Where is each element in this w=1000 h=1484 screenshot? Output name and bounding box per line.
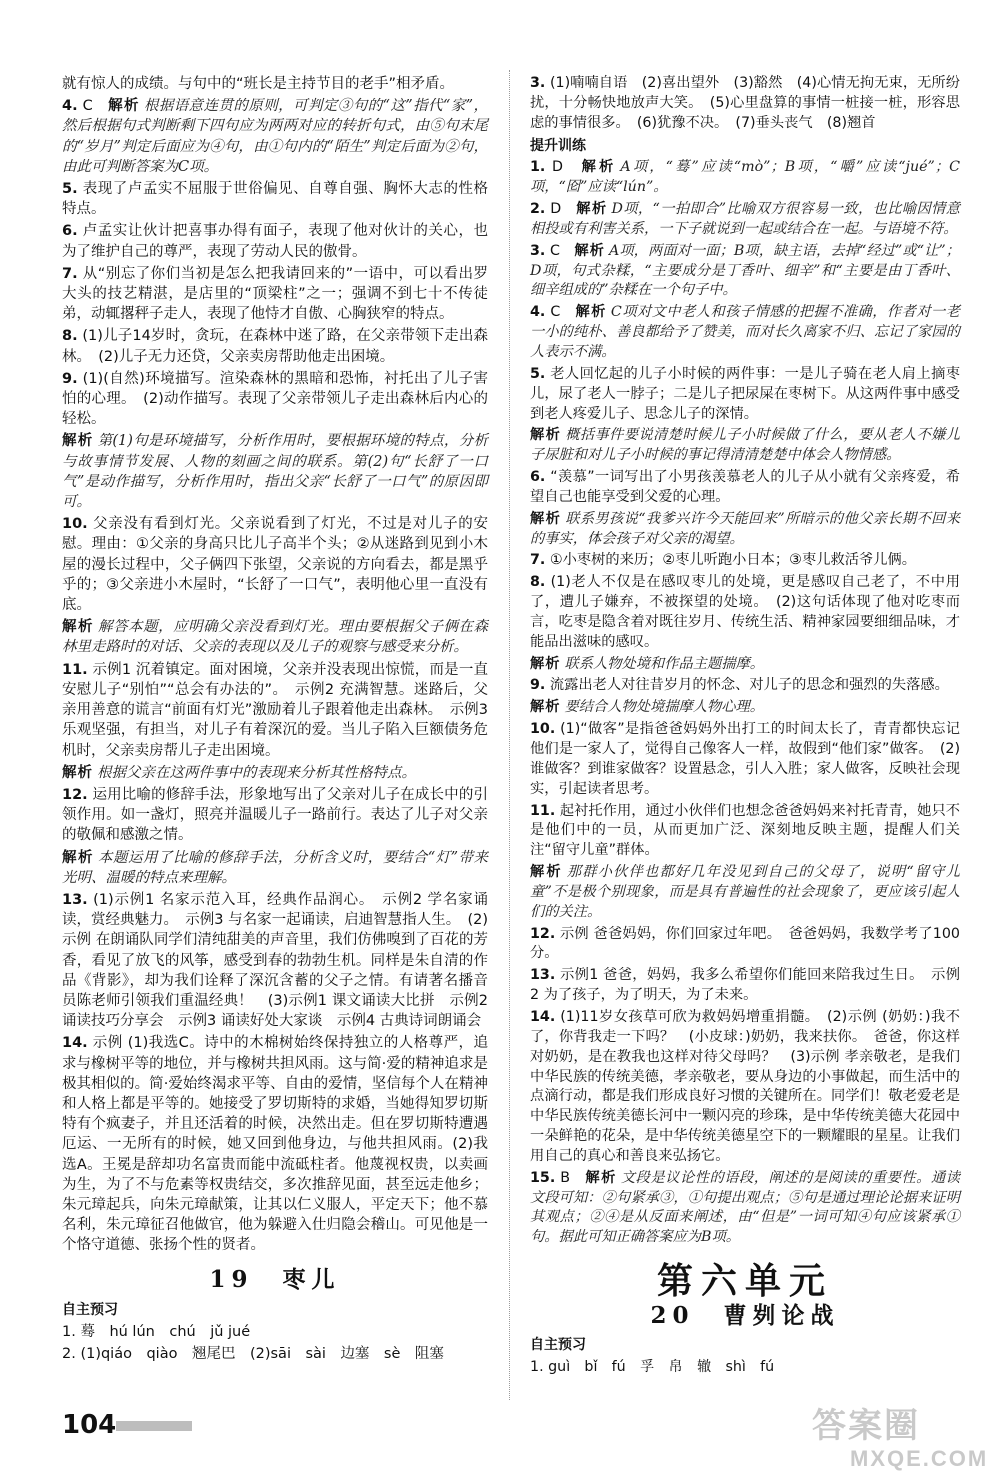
answer-number: 9. bbox=[530, 677, 546, 694]
answer-text: “羡慕”一词写出了小男孩羡慕老人的儿子从小就有父亲疼爱，希望自己也能享受到父爱的心理。 bbox=[530, 469, 960, 505]
answer-text: (1)喃喃自语 (2)喜出望外 (3)豁然 (4)心情无拘无束，无所纷扰，十分畅快地放声大笑。 (5)心里盘算的事情一桩接一桩，形容思虑的事情很多。 (6)犹豫不决。 (7)垂头丧气 (8)翘首 bbox=[530, 75, 960, 131]
analysis-label: 解析 bbox=[530, 699, 561, 716]
answer-item bbox=[530, 573, 960, 652]
answer-number: 13. bbox=[530, 967, 556, 984]
preview-item: 2. (1)qiáo qiào 翘尾巴 (2)sāi sài 边塞 sè 阻塞 bbox=[62, 1346, 444, 1363]
answer-number: 3. bbox=[530, 242, 546, 259]
answer-text: (1)(自然)环境描写。渲染森林的黑暗和恐怖，衬托出了儿子害怕的心理。 (2)动作描写。表现了父亲带领儿子走出森林后内心的轻松。 bbox=[62, 370, 489, 428]
answer-item bbox=[62, 617, 488, 657]
answer-text: 老人回忆起的儿子小时候的两件事：一是儿子骑在老人肩上摘枣儿，尿了老人一脖子；二是儿子把尿屎在枣树下。从这两件事中感受到老人疼爱儿子、思念儿子的深情。 bbox=[530, 365, 960, 422]
answer-item bbox=[530, 863, 960, 923]
answer-number: 9. bbox=[62, 370, 78, 387]
answer-text: B bbox=[560, 1169, 571, 1186]
analysis-text: 联系人物处境和作品主题揣摩。 bbox=[564, 655, 765, 672]
answer-text: 示例 (1)我选C。诗中的木棉树始终保持独立的人格尊严，追求与橡树平等的地位，并与橡树共担风雨。这与简·爱的精神追求是极其相似的。简·爱始终渴求平等、自由的爱情，坚信每个人在精神和人格上都是平等的。她接受了罗切斯特的求婚，当她得知罗切斯特有个疯妻子，并且还活着的时候，决然出走。但在罗切斯特遭遇厄运、一无所有的时候，她又回到他身边，与他共担风雨。(2)我选A。王冕是辞却功名富贵而能中流砥柱者。他蔑视权贵，以卖画为生，为了不与危素等权贵结交，多次推辞见面，甚至远走他乡；朱元璋起兵，向朱元璋献策，让其以仁义服人，平定天下；他不慕名利，朱元璋征召他做官，他为躲避入仕归隐会稽山。可见他是一个恪守道德、张扬个性的贤者。 bbox=[62, 1035, 488, 1254]
answer-number: 12. bbox=[62, 786, 88, 803]
answer-item bbox=[530, 966, 960, 1006]
answer-item bbox=[530, 242, 960, 302]
answer-item bbox=[62, 890, 488, 1031]
answer-item bbox=[530, 74, 960, 134]
answer-number: 13. bbox=[62, 891, 88, 908]
answer-number: 4. bbox=[530, 304, 546, 321]
answer-text: C bbox=[549, 242, 560, 259]
answer-number: 14. bbox=[530, 1008, 556, 1025]
answer-item bbox=[62, 660, 488, 761]
answer-text: C bbox=[550, 304, 561, 321]
lesson-title: 19 枣儿 bbox=[209, 1265, 341, 1293]
answer-text: 流露出老人对往昔岁月的怀念、对儿子的思念和强烈的失落感。 bbox=[549, 677, 942, 694]
answer-text: (1)儿子14岁时，贪玩，在森林中迷了路，在父亲带领下走出森林。 (2)儿子无力还贷，父亲卖房帮助他走出困境。 bbox=[62, 328, 489, 365]
answer-text: 父亲没有看到灯光。父亲说看到了灯光，不过是对儿子的安慰。理由：①父亲的身高只比儿子高半个头；②从迷路到见到小木屋的漫长过程中，父子俩四下张望，父亲说的方向看去，都是黑乎乎的；③父亲进小木屋时，“长舒了一口气”，表明他心里一直没有底。 bbox=[62, 516, 489, 614]
answer-number: 5. bbox=[62, 181, 78, 198]
analysis-text: A项，“蓦”应读“mò”；B项，“嚼”应读“jué”；C项，“囵”应读“lún”。 bbox=[530, 159, 960, 196]
analysis-label: 解析 bbox=[62, 764, 93, 781]
answer-item bbox=[62, 326, 488, 366]
answer-item bbox=[62, 74, 488, 94]
answer-number: 15. bbox=[530, 1169, 556, 1186]
section-label: 自主预习 bbox=[530, 1336, 586, 1353]
answer-text: 运用比喻的修辞手法，形象地写出了父亲对儿子在成长中的引领作用。如一盏灯，照亮并温暖儿子一路前行。表达了儿子对父亲的敬佩和感激之情。 bbox=[62, 786, 488, 844]
watermark bbox=[812, 1398, 992, 1480]
answer-item bbox=[62, 431, 488, 512]
answer-item bbox=[530, 303, 960, 363]
answer-item bbox=[530, 1008, 960, 1167]
answer-number: 7. bbox=[62, 265, 78, 282]
answer-number: 8. bbox=[62, 328, 78, 345]
right-column bbox=[530, 74, 960, 1379]
analysis-label: 解析 bbox=[585, 1169, 617, 1186]
analysis-text: 本题运用了比喻的修辞手法，分析含义时，要结合“灯”带来光明、温暖的特点来理解。 bbox=[62, 849, 489, 886]
answer-item bbox=[62, 221, 488, 261]
answer-number: 10. bbox=[62, 516, 88, 533]
section-label: 提升训练 bbox=[530, 137, 586, 154]
answer-item bbox=[62, 785, 488, 846]
answer-item bbox=[530, 468, 960, 508]
answer-text: ①小枣树的来历；②枣儿听跑小日本；③枣儿救活爷儿俩。 bbox=[549, 552, 909, 569]
answer-number: 14. bbox=[62, 1035, 88, 1052]
answer-text: D bbox=[552, 159, 564, 176]
watermark-text: MXQE.COM bbox=[850, 1446, 989, 1471]
preview-item: 1. guì bǐ fú 孚 帛 辙 shì fú bbox=[530, 1358, 775, 1375]
answer-item bbox=[62, 96, 488, 177]
analysis-label: 解析 bbox=[530, 864, 563, 881]
answer-text: 从“别忘了你们当初是怎么把我请回来的”一语中，可以看出罗大头的技艺精湛，是店里的“顶梁柱”之一；强调不到七十不传徒弟，动辄撂秤子走人，表现了他恃才自傲、心胸狭窄的特点。 bbox=[62, 265, 488, 323]
answer-item bbox=[530, 676, 960, 696]
analysis-text: C项对文中老人和孩子情感的把握不准确，作者对一老一小的纯朴、善良都给予了赞美，而对长久离家不归、忘记了家园的人表示不满。 bbox=[530, 304, 961, 360]
unit-title: 第六单元 bbox=[656, 1260, 833, 1303]
answer-text: 示例1 爸爸，妈妈，我多么希望你们能回来陪我过生日。 示例2 为了孩子，为了明天，为了未来。 bbox=[530, 967, 960, 1004]
analysis-label: 解析 bbox=[574, 242, 605, 259]
page-number: 104 bbox=[62, 1410, 117, 1440]
analysis-label: 解析 bbox=[576, 201, 608, 218]
answer-number: 2. bbox=[530, 201, 546, 218]
answer-item bbox=[530, 655, 960, 675]
answer-number: 12. bbox=[530, 925, 556, 942]
left-column bbox=[62, 74, 488, 1366]
analysis-text: 文段是议论性的语段，阐述的是阅读的重要性。通读文段可知：②句紧承③，①句提出观点；⑤句是通过理论论据来证明其观点；②④是从反面来阐述，由“但是”一词可知④句应该紧承①句。据此可知正确答案应为B项。 bbox=[530, 1169, 960, 1246]
analysis-text: 解答本题，应明确父亲没看到灯光。理由要根据父子俩在森林里走路时的对话、父亲的表现以及儿子的观察与感受来分析。 bbox=[62, 619, 489, 656]
column-divider bbox=[509, 70, 510, 1400]
analysis-text: 要结合人物处境揣摩人物心理。 bbox=[564, 699, 765, 716]
analysis-text: D项，“一拍即合”比喻双方很容易一致，也比喻因情意相投或有利害关系，一下子就说到一起或结合在一起。与语境不符。 bbox=[530, 201, 960, 237]
answer-item bbox=[530, 200, 960, 240]
answer-item bbox=[62, 514, 488, 615]
analysis-label: 解析 bbox=[581, 159, 617, 176]
lesson-title: 20 曹刿论战 bbox=[650, 1301, 840, 1329]
answer-text: 示例1 沉着镇定。面对困境，父亲并没表现出惊慌，而是一直安慰儿子“别怕”“总会有办法的”。 示例2 充满智慧。迷路后，父亲用善意的谎言“前面有灯光”激励着儿子跟着他走出森林。 示例3 乐观坚强，有担当，对儿子有着深沉的爱。当儿子陷入巨额债务危机时，父亲卖房帮儿子走出困境。 bbox=[62, 661, 488, 759]
answer-item bbox=[62, 763, 488, 783]
answer-number: 11. bbox=[62, 661, 88, 678]
answer-text: 示例 爸爸妈妈，你们回家过年吧。 爸爸妈妈，我数学考了100分。 bbox=[530, 925, 961, 962]
answer-text: (1)“做客”是指爸爸妈妈外出打工的时间太长了，青青都快忘记他们是一家人了，觉得自己像客人一样，故假到“他们家”做客。 (2)谁做客？到谁家做客？设置悬念，引人入胜；家人做客，反映社会现实，引起读者思考。 bbox=[530, 721, 961, 797]
answer-item bbox=[530, 802, 960, 862]
answer-text: 卢孟实让伙计把喜事办得有面子，表现了他对伙计的关心，也为了维护自己的尊严，表现了劳动人民的傲骨。 bbox=[62, 223, 488, 260]
section-label: 自主预习 bbox=[62, 1301, 118, 1318]
answer-item bbox=[530, 365, 960, 425]
answer-text: 就有惊人的成绩。与句中的“班长是主持节目的老手”相矛盾。 bbox=[62, 76, 447, 92]
analysis-text: 根据父亲在这两件事中的表现来分析其性格特点。 bbox=[97, 764, 416, 781]
analysis-text: 根据语意连贯的原则，可判定③句的“这”指代“家”，然后根据句式判断剩下四句应为两两对应的转折句式，由⑤句末尾的“岁月”判定后面应为④句，由①句内的“陌生”判定后面为②句，由此可判断答案为C项。 bbox=[62, 98, 489, 175]
answer-text: (1)老人不仅是在感叹枣儿的处境，更是感叹自己老了，不中用了，遭儿子嫌弃，不被探望的处境。 (2)这句话体现了他对吃枣而言，吃枣是隐含着对既往岁月、传统生活、精神家园要细细品味，才能品出滋味的感叹。 bbox=[530, 574, 960, 650]
preview-item: 1. 蓦 hú lún chú jǔ jué bbox=[62, 1323, 251, 1340]
analysis-text: 第(1)句是环境描写，分析作用时，要根据环境的特点，分析与故事情节发展、人物的刻画之间的联系。第(2)句“长舒了一口气”是动作描写，分析作用时，指出父亲“长舒了一口气”的原因即可。 bbox=[62, 433, 488, 511]
answer-number: 7. bbox=[530, 552, 546, 569]
watermark-logo: 答案圈 bbox=[812, 1406, 920, 1446]
analysis-label: 解析 bbox=[108, 98, 140, 115]
answer-number: 6. bbox=[530, 469, 546, 486]
answer-item bbox=[530, 698, 960, 718]
answer-item bbox=[530, 551, 960, 571]
answer-item bbox=[530, 925, 960, 965]
answer-text: (1)示例1 名家示范入耳，经典作品润心。 示例2 学名家诵读，赏经典魅力。 示例3 与名家一起诵读，启迪智慧指人生。 (2)示例 在朗诵队同学们清纯甜美的声音里，我们仿佛嗅到了百花的芳香，看见了放飞的风筝，感受到春的勃勃生机。同样是朱自清的作品《背影》，却为我们诠释了深沉含蓄的父子之情。有请著名播音员陈老师引领我们重温经典！ (3)示例1 课文诵读大比拼 示例2 诵读技巧分享会 示例3 诵读好处大家谈 示例4 古典诗词朗诵会 bbox=[62, 891, 488, 1030]
answer-text: (1)11岁女孩草可欣为救妈妈增重捐髓。 (2)示例 (奶奶：)我不了，你背我走一下吗？ (小皮球：)奶奶，我来扶你。 爸爸，你这样对奶奶，是在教我也这样对待父母吗？ (3)示例 孝亲敬老，是我们中华民族的传统美德，孝亲敬老，要从身边的小事做起，而生活中的点滴行动，都是我们形成良好习惯的关键所在。同学们！敬老爱老是中华民族传统美德长河中一颗闪亮的珍珠，是中华传统美德大花园中一朵鲜艳的花朵，是中华传统美德星空下的一颗耀眼的星星。让我们用自己的真心和善良来弘扬它。 bbox=[530, 1008, 961, 1164]
analysis-label: 解析 bbox=[62, 619, 95, 636]
analysis-label: 解析 bbox=[530, 655, 561, 672]
answer-item bbox=[530, 1169, 960, 1248]
answer-item bbox=[530, 158, 960, 198]
analysis-text: 联系男孩说“我爹兴许今天能回来”所暗示的他父亲长期不回来的事实，体会孩子对父亲的渴望。 bbox=[530, 510, 960, 547]
answer-text: C bbox=[82, 98, 93, 115]
answer-item bbox=[62, 1033, 488, 1255]
answer-item bbox=[530, 720, 960, 799]
answer-number: 3. bbox=[530, 75, 546, 91]
analysis-text: 概括事件要说清楚时候儿子小时候做了什么，要从老人不嫌儿子尿脏和对儿子小时候的事记得清清楚楚中体会人物情感。 bbox=[530, 427, 960, 464]
analysis-label: 解析 bbox=[575, 304, 607, 321]
analysis-text: 那群小伙伴也都好几年没见到自己的父母了，说明“留守儿童”不是极个别现象，而是具有普遍性的社会现象了，更应该引起人们的关注。 bbox=[530, 864, 960, 920]
answer-item bbox=[62, 264, 488, 325]
analysis-label: 解析 bbox=[62, 849, 94, 866]
analysis-text: A项，两面对一面；B项，缺主语，去掉“经过”或“让”；D项，句式杂糅，“主要成分是丁香叶、细辛”和“主要是由丁香叶、细辛组成的”杂糅在一个句子中。 bbox=[530, 242, 960, 299]
answer-number: 1. bbox=[530, 159, 546, 176]
answer-number: 8. bbox=[530, 574, 546, 591]
answer-item bbox=[530, 426, 960, 466]
answer-number: 10. bbox=[530, 721, 556, 738]
answer-text: D bbox=[550, 201, 562, 218]
analysis-label: 解析 bbox=[530, 427, 562, 444]
analysis-label: 解析 bbox=[62, 433, 94, 450]
answer-number: 6. bbox=[62, 223, 78, 240]
answer-number: 4. bbox=[62, 98, 78, 115]
footer-decoration-bar bbox=[116, 1421, 192, 1431]
answer-number: 11. bbox=[530, 802, 556, 819]
answer-number: 5. bbox=[530, 365, 546, 382]
answer-item bbox=[62, 179, 488, 219]
answer-text: 表现了卢孟实不屈服于世俗偏见、自尊自强、胸怀大志的性格特点。 bbox=[62, 181, 488, 218]
answer-item bbox=[62, 369, 488, 430]
answer-text: 起衬托作用，通过小伙伴们也想念爸爸妈妈来衬托青青，她只不是他们中的一员，从而更加广泛、深刻地反映主题，提醒人们关注“留守儿童”群体。 bbox=[530, 802, 960, 859]
answer-item bbox=[62, 848, 488, 888]
answer-item bbox=[530, 510, 960, 550]
analysis-label: 解析 bbox=[530, 510, 562, 527]
